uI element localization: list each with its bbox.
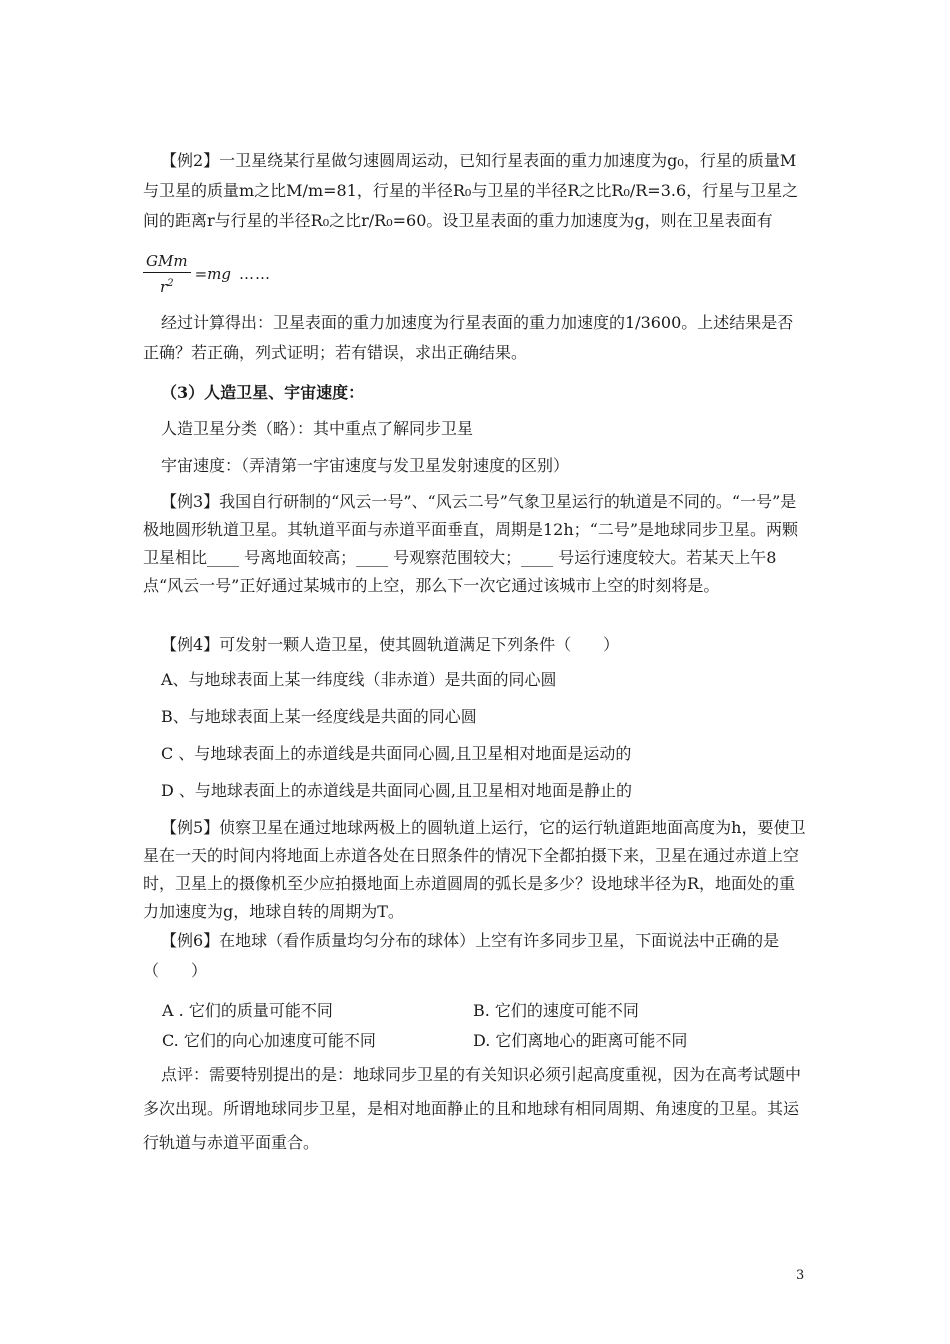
calculation-paragraph: 经过计算得出：卫星表面的重力加速度为行星表面的重力加速度的1/3600。上述结果是否正确？若正确，列式证明；若有错误，求出正确结果。 <box>143 313 794 362</box>
formula-rhs: =mg <box>194 265 231 283</box>
example-4-option-c: C 、与地球表面上的赤道线是共面同心圆,且卫星相对地面是运动的 <box>161 744 632 763</box>
example-4-option-a: A、与地球表面上某一纬度线（非赤道）是共面的同心圆 <box>161 670 557 689</box>
example-6-question: 【例6】在地球（看作质量均匀分布的球体）上空有许多同步卫星，下面说法中正确的是（ ） <box>143 931 780 980</box>
example-4-option-b: B、与地球表面上某一经度线是共面的同心圆 <box>161 707 477 726</box>
example-6-option-b: B. 它们的速度可能不同 <box>473 1001 639 1020</box>
section-3-heading: （3）人造卫星、宇宙速度： <box>161 383 365 402</box>
formula-ellipsis: …… <box>238 265 271 283</box>
example-5-paragraph: 【例5】侦察卫星在通过地球两极上的圆轨道上运行，它的运行轨道距地面高度为h，要使卫星在一天的时间内将地面上赤道各处在日照条件的情况下全都拍摄下来，卫星在通过赤道上空时，卫星上的摄像机至少应拍摄地面上赤道圆周的弧长是多少？设地球半径为R，地面处的重力加速度为g，地球自转的周期为T。 <box>143 818 806 921</box>
example-2-paragraph: 【例2】一卫星绕某行星做匀速圆周运动，已知行星表面的重力加速度为g₀，行星的质量M与卫星的质量m之比M/m=81，行星的半径R₀与卫星的半径R之比R₀/R=3.6，行星与卫星之间的距离r与行星的半径R₀之比r/R₀=60。设卫星表面的重力加速度为g，则在卫星表面有 <box>143 151 799 230</box>
example-4-option-d: D 、与地球表面上的赤道线是共面同心圆,且卫星相对地面是静止的 <box>161 781 633 800</box>
example-4-question: 【例4】可发射一颗人造卫星，使其圆轨道满足下列条件（ ） <box>161 635 620 654</box>
example-6-option-c: C. 它们的向心加速度可能不同 <box>162 1031 376 1050</box>
gravity-formula <box>143 252 271 296</box>
page-number: 3 <box>796 1268 805 1283</box>
example-6-option-a: A . 它们的质量可能不同 <box>162 1001 333 1020</box>
satellite-classification: 人造卫星分类（略）：其中重点了解同步卫星 <box>161 419 474 438</box>
comment-paragraph: 点评：需要特别提出的是：地球同步卫星的有关知识必须引起高度重视，因为在高考试题中多次出现。所谓地球同步卫星，是相对地面静止的且和地球有相同周期、角速度的卫星。其运行轨道与赤道平面重合。 <box>143 1065 802 1152</box>
example-6-option-d: D. 它们离地心的距离可能不同 <box>473 1031 688 1050</box>
formula-fraction <box>143 252 191 296</box>
formula-denominator <box>160 273 174 296</box>
example-3-paragraph: 【例3】我国自行研制的“风云一号”、“风云二号”气象卫星运行的轨道是不同的。“一号”是极地圆形轨道卫星。其轨道平面与赤道平面垂直，周期是12h；“二号”是地球同步卫星。两颗卫星相比____ 号离地面较高；____ 号观察范围较大；____ 号运行速度较大。若某天上午8点“风云一号”正好通过某城市的上空，那么下一次它通过该城市上空的时刻将是。 <box>143 492 799 595</box>
formula-denominator-base: r <box>160 278 168 296</box>
formula-numerator: GMm <box>143 252 191 273</box>
formula-exponent: 2 <box>167 278 174 289</box>
cosmic-velocity: 宇宙速度：（弄清第一宇宙速度与发卫星发射速度的区别） <box>161 456 570 475</box>
